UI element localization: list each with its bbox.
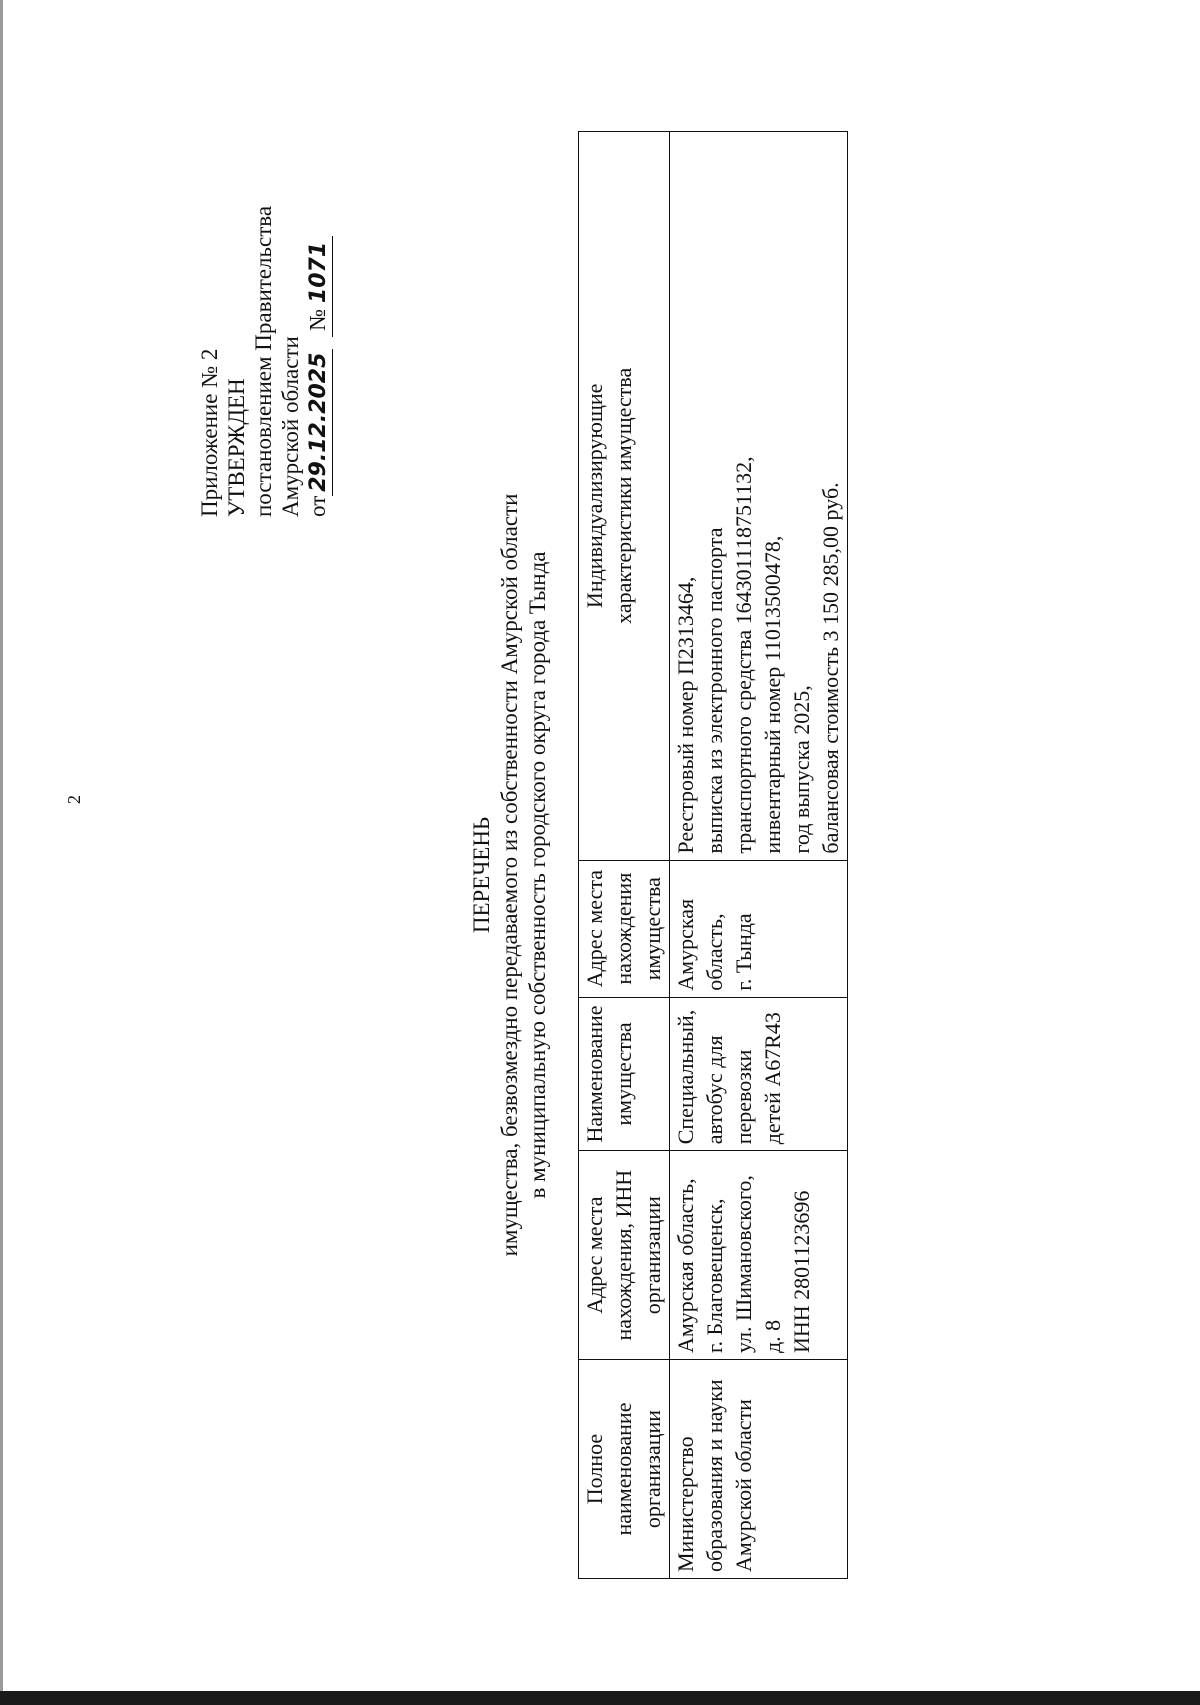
header-text: Индивидуализирующие xyxy=(582,383,607,609)
cell-text: ИНН 2801123696 xyxy=(789,1190,814,1354)
cell-text: балансовая стоимость 3 150 285,00 руб. xyxy=(818,482,843,854)
header-property-address xyxy=(579,860,670,997)
cell-text: Реестровый номер П2313464, xyxy=(673,576,698,854)
header-text: организации xyxy=(640,1409,665,1529)
header-text: Адрес места xyxy=(582,870,607,988)
cell-org-address xyxy=(670,1151,848,1360)
cell-property-address xyxy=(670,860,848,997)
cell-text: автобус для xyxy=(702,1035,727,1145)
cell-text: Амурская область, xyxy=(673,1178,698,1354)
approved-label: УТВЕРЖДЕН xyxy=(224,378,249,517)
cell-text: транспортного средства 164301118751132, xyxy=(731,456,756,854)
table-row xyxy=(670,132,848,1579)
handwritten-date: 29.12.2025 xyxy=(305,349,333,496)
header-text: характеристики имущества xyxy=(611,367,636,624)
cell-org-name xyxy=(670,1360,848,1579)
cell-property-characteristics xyxy=(670,132,848,861)
header-text: имущества xyxy=(611,1022,636,1126)
title-heading: ПЕРЕЧЕНЬ xyxy=(469,816,494,934)
table-header-row xyxy=(579,132,670,1579)
cell-text: образования и науки xyxy=(702,1379,727,1572)
number-prefix: № xyxy=(305,308,330,331)
cell-text: Амурской области xyxy=(731,1399,756,1572)
cell-text: ул. Шимановского, xyxy=(731,1175,756,1354)
header-text: нахождения, ИНН xyxy=(611,1169,636,1341)
header-text: имущества xyxy=(640,877,665,981)
cell-text: детей A67R43 xyxy=(760,1012,785,1145)
header-org-name xyxy=(579,1360,670,1579)
cell-text: Специальный, xyxy=(673,1009,698,1145)
cell-property-name xyxy=(670,997,848,1151)
cell-text: перевозки xyxy=(731,1049,756,1145)
header-text: нахождения xyxy=(611,872,636,985)
rotated-page-content xyxy=(0,105,1000,1705)
cell-text: Министерство xyxy=(673,1436,698,1572)
header-text: наименование xyxy=(611,1402,636,1536)
header-property-characteristics xyxy=(579,132,670,861)
cell-text: д. 8 xyxy=(760,1319,785,1354)
title-line-2: в муниципальную собственность городского округа города Тында xyxy=(525,551,550,1199)
header-text: Наименование xyxy=(582,1005,607,1143)
resolution-label: постановлением Правительства xyxy=(251,205,276,517)
cell-text: область, xyxy=(702,913,727,991)
header-text: организации xyxy=(640,1196,665,1315)
page-number: 2 xyxy=(64,795,84,804)
appendix-label: Приложение № 2 xyxy=(197,348,222,517)
cell-text: инвентарный номер 11013500478, xyxy=(760,535,785,854)
date-number-line xyxy=(304,206,333,517)
approval-block xyxy=(196,206,333,517)
region-label: Амурской области xyxy=(278,336,303,517)
cell-text: выписка из электронного паспорта xyxy=(702,527,727,854)
cell-text: г. Тында xyxy=(731,913,756,991)
header-text: Адрес места xyxy=(582,1196,607,1314)
property-table xyxy=(578,131,848,1579)
cell-text: Амурская xyxy=(673,898,698,991)
title-line-1: имущества, безвозмездно передаваемого из собственности Амурской области xyxy=(497,493,522,1257)
header-text: Полное xyxy=(582,1433,607,1505)
cell-text: год выпуска 2025, xyxy=(789,685,814,854)
cell-text: г. Благовещенск, xyxy=(702,1198,727,1354)
header-org-address xyxy=(579,1151,670,1360)
number-field xyxy=(304,236,333,337)
header-property-name xyxy=(579,997,670,1151)
handwritten-number: 1071 xyxy=(306,241,331,304)
document-title xyxy=(468,145,552,1605)
date-prefix: от xyxy=(305,495,330,517)
